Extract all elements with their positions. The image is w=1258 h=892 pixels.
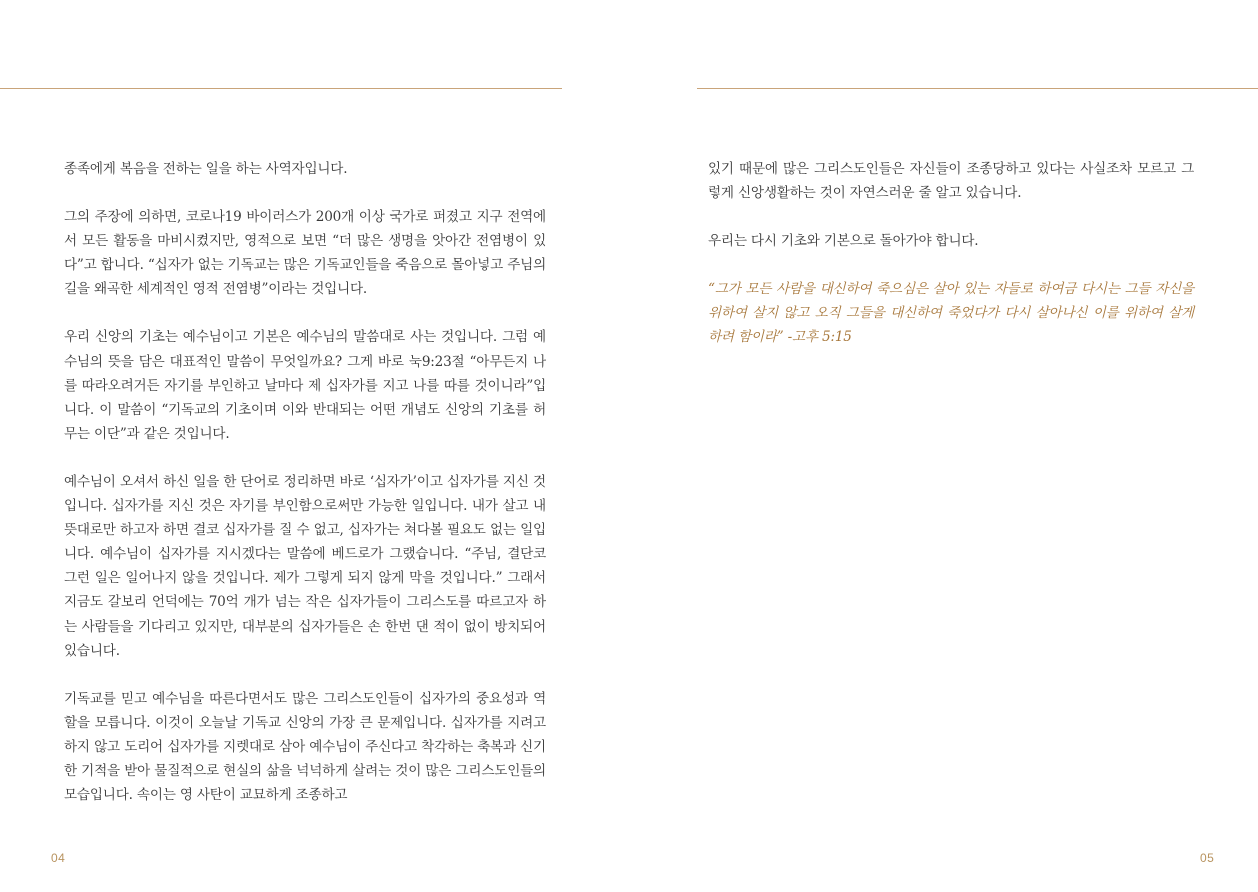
body-text	[708, 157, 1194, 374]
paragraph: 예수님이 오셔서 하신 일을 한 단어로 정리하면 바로 ‘십자가’이고 십자가를 지신 것입니다. 십자가를 지신 것은 자기를 부인함으로써만 가능한 일입니다. 내가 살고 내 뜻대로만 하고자 하면 결코 십자가를 질 수 없고, 십자가는 쳐다볼 필요도 없는 일입니다. 예수님이 십자가를 지시겠다는 말씀에 베드로가 그랬습니다. “주님, 결단코 그런 일은 일어나지 않을 것입니다. 제가 그렇게 되지 않게 막을 것입니다.” 그래서 지금도 갈보리 언덕에는 70억 개가 넘는 작은 십자가들이 그리스도를 따르고자 하는 사람들을 기다리고 있지만, 대부분의 십자가들은 손 한번 댄 적이 없이 방치되어 있습니다.	[64, 473, 546, 659]
top-rule	[697, 88, 1258, 89]
page-number: 05	[1200, 851, 1215, 865]
left-page	[0, 0, 562, 892]
paragraph: 그의 주장에 의하면, 코로나19 바이러스가 200개 이상 국가로 퍼졌고 지구 전역에서 모든 활동을 마비시켰지만, 영적으로 보면 “더 많은 생명을 앗아간 전염병이 있다”고 합니다. “십자가 없는 기독교는 많은 기독교인들을 죽음으로 몰아넣고 주님의 길을 왜곡한 세계적인 영적 전염병”이라는 것입니다.	[64, 209, 546, 298]
page-number: 04	[51, 851, 66, 865]
paragraph: 우리는 다시 기초와 기본으로 돌아가야 합니다.	[708, 233, 979, 250]
right-page	[697, 0, 1258, 892]
top-rule	[0, 88, 562, 89]
paragraph: 기독교를 믿고 예수님을 따른다면서도 많은 그리스도인들이 십자가의 중요성과 역할을 모릅니다. 이것이 오늘날 기독교 신앙의 가장 큰 문제입니다. 십자가를 지려고 하지 않고 도리어 십자가를 지렛대로 삼아 예수님이 주신다고 착각하는 축복과 신기한 기적을 받아 물질적으로 현실의 삶을 넉넉하게 살려는 것이 많은 그리스도인들의 모습입니다. 속이는 영 사탄이 교묘하게 조종하고	[64, 690, 546, 804]
body-text	[64, 157, 546, 831]
paragraph: 종족에게 복음을 전하는 일을 하는 사역자입니다.	[64, 161, 348, 177]
scripture-quote: “그가 모든 사람을 대신하여 죽으심은 살아 있는 자들로 하여금 다시는 그들 자신을 위하여 살지 않고 오직 그들을 대신하여 죽었다가 다시 살아나신 이를 위하여 살게 하려 함이라” -고후 5:15	[708, 281, 1194, 346]
paragraph: 있기 때문에 많은 그리스도인들은 자신들이 조종당하고 있다는 사실조차 모르고 그렇게 신앙생활하는 것이 자연스러운 줄 알고 있습니다.	[708, 161, 1194, 202]
paragraph: 우리 신앙의 기초는 예수님이고 기본은 예수님의 말씀대로 사는 것입니다. 그럼 예수님의 뜻을 담은 대표적인 말씀이 무엇일까요? 그게 바로 눅9:23절 “아무든지 나를 따라오려거든 자기를 부인하고 날마다 제 십자가를 지고 나를 따를 것이니라”입니다. 이 말씀이 “기독교의 기초이며 이와 반대되는 어떤 개념도 신앙의 기초를 허무는 이단”과 같은 것입니다.	[64, 329, 546, 442]
